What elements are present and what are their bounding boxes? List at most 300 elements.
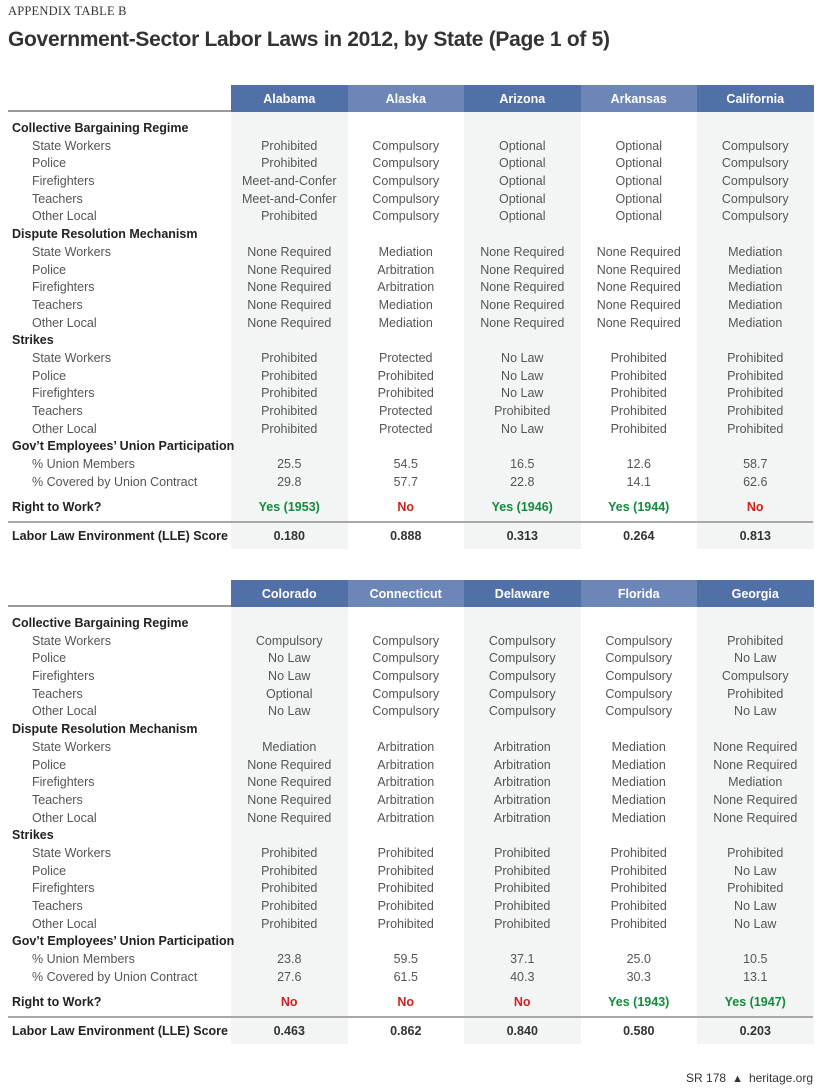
section-heading [8, 933, 813, 951]
table-cell: 59.5 [393, 952, 418, 967]
table-cell: Prohibited [610, 386, 667, 401]
row-label: Other Local [32, 209, 97, 224]
row-label: Other Local [32, 315, 97, 330]
table-cell: Prohibited [261, 368, 318, 383]
table-row [8, 916, 813, 934]
table-cell: Prohibited [610, 368, 667, 383]
table-cell: Prohibited [261, 421, 318, 436]
column-header-state: Georgia [697, 580, 814, 607]
table-cell: Prohibited [610, 845, 667, 860]
row-label: % Union Members [32, 952, 135, 967]
lle-score-row [8, 523, 813, 549]
table-cell: Compulsory [372, 191, 440, 206]
row-label: Firefighters [32, 174, 95, 189]
table-cell: 58.7 [743, 457, 768, 472]
section-label: Gov’t Employees’ Union Participation [12, 439, 235, 454]
liberty-bell-icon: ▲ [732, 1073, 743, 1085]
table-cell: No Law [734, 899, 777, 913]
table-row [8, 774, 813, 792]
section-heading [8, 438, 813, 456]
row-label: Labor Law Environment (LLE) Score [12, 1024, 228, 1039]
table-cell: No Law [268, 669, 311, 684]
table-cell: None Required [713, 792, 798, 807]
table-cell: Compulsory [721, 209, 789, 224]
table-cell: Protected [378, 350, 433, 365]
table-cell: Compulsory [488, 704, 556, 719]
table-row [8, 385, 813, 403]
lle-score: 0.840 [506, 1024, 538, 1039]
table-cell: 37.1 [510, 952, 535, 967]
table-cell: None Required [247, 792, 332, 807]
table-cell: 25.0 [626, 952, 651, 967]
section-heading [8, 615, 813, 633]
table-cell: Compulsory [372, 174, 440, 189]
row-label: Firefighters [32, 386, 95, 401]
table-cell: Compulsory [488, 651, 556, 666]
table-cell: None Required [247, 297, 332, 312]
row-label: Teachers [32, 792, 83, 807]
table-row [8, 792, 813, 810]
table-cell: Prohibited [610, 863, 667, 878]
table-cell: Arbitration [377, 262, 435, 277]
table-cell: Arbitration [377, 810, 435, 825]
table-cell: Prohibited [494, 881, 551, 896]
table-row [8, 650, 813, 668]
table-cell: Arbitration [377, 792, 435, 807]
table-cell: 25.5 [277, 457, 302, 472]
table-cell: None Required [480, 262, 565, 277]
section-label: Collective Bargaining Regime [12, 616, 189, 630]
table-cell: No Law [268, 651, 311, 666]
row-label: % Union Members [32, 457, 135, 472]
table-cell: Mediation [378, 315, 433, 330]
table-row [8, 739, 813, 757]
table-cell: 30.3 [626, 969, 651, 984]
lle-score: 0.862 [390, 1024, 422, 1039]
row-label: Police [32, 368, 67, 383]
row-label: Teachers [32, 686, 83, 701]
row-label: State Workers [32, 739, 111, 754]
table-cell: Compulsory [372, 651, 440, 666]
table-cell: Mediation [611, 757, 666, 772]
column-header-state: Alaska [348, 85, 465, 112]
table-cell: Arbitration [493, 739, 551, 754]
table-cell: 54.5 [393, 457, 418, 472]
table-cell: Prohibited [261, 350, 318, 365]
table-cell: Compulsory [372, 704, 440, 719]
table-cell: Mediation [728, 297, 783, 312]
table-cell: Prohibited [727, 881, 784, 896]
table-cell: Optional [615, 209, 663, 224]
table-cell: Prohibited [494, 863, 551, 878]
table-cell: Arbitration [493, 757, 551, 772]
table-cell: Compulsory [721, 138, 789, 153]
table-cell: Arbitration [377, 280, 435, 295]
table-cell: Mediation [378, 297, 433, 312]
row-label: Right to Work? [12, 995, 102, 1010]
table-cell: Optional [615, 156, 663, 171]
table-cell: None Required [480, 297, 565, 312]
table-cell: Compulsory [721, 156, 789, 171]
table-cell: Compulsory [488, 669, 556, 684]
table-cell: Prohibited [261, 156, 318, 171]
table-row [8, 244, 813, 262]
table-row [8, 138, 813, 156]
table-cell: Mediation [728, 262, 783, 277]
lle-score: 0.813 [739, 529, 771, 544]
rtw-status-badge: No [746, 500, 764, 515]
table-cell: Optional [498, 138, 546, 153]
table-cell: Prohibited [261, 881, 318, 896]
row-label: Labor Law Environment (LLE) Score [12, 529, 228, 544]
rtw-status-badge: Yes (1944) [608, 500, 670, 515]
table-cell: Mediation [728, 280, 783, 295]
table-cell: 57.7 [393, 474, 418, 489]
table-row [8, 951, 813, 969]
section-label: Gov’t Employees’ Union Participation [12, 934, 235, 949]
table-row [8, 173, 813, 191]
table-cell: Prohibited [377, 899, 434, 913]
table-row [8, 810, 813, 828]
table-row [8, 315, 813, 333]
table-cell: None Required [713, 757, 798, 772]
table-cell: Prohibited [494, 845, 551, 860]
table-row [8, 880, 813, 898]
table-cell: 16.5 [510, 457, 535, 472]
section-heading [8, 120, 813, 138]
row-label: Firefighters [32, 669, 95, 684]
column-header-state: Florida [581, 580, 698, 607]
lle-score: 0.888 [390, 529, 422, 544]
rtw-status-badge: Yes (1953) [258, 500, 320, 515]
lle-score: 0.264 [623, 529, 655, 544]
row-label: State Workers [32, 845, 111, 860]
table-cell: Compulsory [372, 686, 440, 701]
table-cell: Prohibited [377, 881, 434, 896]
lle-score: 0.313 [506, 529, 538, 544]
table-cell: Prohibited [610, 421, 667, 436]
rtw-status-badge: Yes (1947) [724, 995, 786, 1010]
rtw-status-badge: No [280, 995, 298, 1010]
table-row [8, 898, 813, 916]
table-cell: Prohibited [377, 368, 434, 383]
table-cell: Compulsory [605, 633, 673, 648]
table-row [8, 297, 813, 315]
table-cell: None Required [596, 315, 681, 330]
table-cell: 13.1 [743, 969, 768, 984]
table-cell: Prohibited [610, 916, 667, 931]
row-label: State Workers [32, 350, 111, 365]
table-cell: Mediation [611, 739, 666, 754]
table-cell: Optional [498, 156, 546, 171]
table-row [8, 668, 813, 686]
table-cell: Mediation [611, 792, 666, 807]
table-cell: 14.1 [626, 474, 651, 489]
table-cell: Prohibited [727, 633, 784, 648]
column-header-state: Delaware [464, 580, 581, 607]
table-cell: Prohibited [377, 386, 434, 401]
table-cell: Prohibited [261, 863, 318, 878]
table-body [8, 607, 813, 1044]
rtw-status-badge: No [397, 995, 415, 1010]
column-header-state: Colorado [231, 580, 348, 607]
row-label: Police [32, 651, 67, 666]
row-label: % Covered by Union Contract [32, 969, 198, 984]
table-cell: Prohibited [610, 899, 667, 913]
table-row [8, 208, 813, 226]
table-row [8, 155, 813, 173]
table-cell: Prohibited [727, 686, 784, 701]
row-label: State Workers [32, 633, 111, 648]
table-cell: Protected [378, 404, 433, 418]
table-cell: 10.5 [743, 952, 768, 967]
table-cell: Compulsory [255, 633, 323, 648]
row-label: Firefighters [32, 881, 95, 896]
table-cell: Arbitration [377, 739, 435, 754]
table-cell: 12.6 [626, 457, 651, 472]
section-label: Dispute Resolution Mechanism [12, 227, 198, 242]
table-cell: None Required [480, 280, 565, 295]
section-heading [8, 721, 813, 739]
table-cell: None Required [713, 810, 798, 825]
rtw-status-badge: No [397, 500, 415, 515]
table-cell: Compulsory [488, 686, 556, 701]
table-cell: Arbitration [377, 757, 435, 772]
table-cell: 27.6 [277, 969, 302, 984]
table-cell: No Law [268, 704, 311, 719]
table-cell: Prohibited [727, 368, 784, 383]
report-id: SR 178 [686, 1071, 727, 1085]
table-cell: Prohibited [494, 899, 551, 913]
table-row [8, 969, 813, 987]
table-cell: None Required [247, 810, 332, 825]
table-cell: Mediation [728, 315, 783, 330]
table-cell: None Required [480, 315, 565, 330]
table-cell: Optional [265, 686, 313, 701]
table-cell: Compulsory [605, 669, 673, 684]
section-heading [8, 226, 813, 244]
footer [686, 1071, 813, 1085]
column-header-state: Alabama [231, 85, 348, 112]
row-label: Police [32, 262, 67, 277]
table-row [8, 403, 813, 421]
section-label: Strikes [12, 333, 54, 348]
table-cell: Compulsory [372, 138, 440, 153]
right-to-work-row [8, 992, 813, 1012]
table-row [8, 421, 813, 439]
table-cell: Compulsory [721, 174, 789, 189]
table-cell: Prohibited [377, 845, 434, 860]
row-label: State Workers [32, 138, 111, 153]
table-row [8, 757, 813, 775]
table-cell: None Required [480, 244, 565, 259]
right-to-work-row [8, 497, 813, 517]
table-cell: Optional [615, 191, 663, 206]
table-header [8, 580, 813, 607]
table-row [8, 191, 813, 209]
table-cell: Prohibited [610, 350, 667, 365]
table-cell: Mediation [611, 775, 666, 790]
table-cell: Compulsory [605, 651, 673, 666]
table-cell: Mediation [728, 244, 783, 259]
table-cell: Prohibited [610, 881, 667, 896]
row-label: Police [32, 863, 67, 878]
column-header-state: Arizona [464, 85, 581, 112]
table-cell: Prohibited [727, 386, 784, 401]
table-cell: No Law [734, 863, 777, 878]
table-cell: Prohibited [494, 404, 551, 418]
table-cell: Optional [498, 209, 546, 224]
table-cell: Prohibited [261, 386, 318, 401]
table-cell: No Law [501, 421, 544, 436]
table-cell: Prohibited [261, 845, 318, 860]
table-row [8, 633, 813, 651]
row-label: Police [32, 156, 67, 171]
table-row [8, 474, 813, 492]
row-label: Right to Work? [12, 500, 102, 515]
table-cell: Prohibited [727, 404, 784, 418]
table-cell: Optional [615, 174, 663, 189]
table-cell: None Required [596, 262, 681, 277]
rtw-status-badge: Yes (1946) [491, 500, 553, 515]
table-cell: No Law [501, 350, 544, 365]
section-label: Strikes [12, 828, 54, 843]
lle-score: 0.463 [273, 1024, 305, 1039]
row-label: Teachers [32, 191, 83, 206]
table-cell: Compulsory [605, 686, 673, 701]
table-cell: Compulsory [721, 669, 789, 684]
table-cell: Prohibited [261, 209, 318, 224]
column-header-state: Connecticut [348, 580, 465, 607]
table-cell: 23.8 [277, 952, 302, 967]
table-cell: Compulsory [372, 669, 440, 684]
row-label: Teachers [32, 297, 83, 312]
table-cell: Arbitration [493, 775, 551, 790]
page-title: Government-Sector Labor Laws in 2012, by State (Page 1 of 5) [8, 28, 610, 51]
table-cell: Mediation [262, 739, 317, 754]
table-cell: Prohibited [727, 845, 784, 860]
row-label: Teachers [32, 404, 83, 418]
table-cell: No Law [734, 651, 777, 666]
table-row [8, 845, 813, 863]
row-label: Other Local [32, 421, 97, 436]
state-table-1 [8, 85, 813, 549]
table-cell: 40.3 [510, 969, 535, 984]
table-cell: Mediation [378, 244, 433, 259]
table-cell: Compulsory [605, 704, 673, 719]
table-cell: None Required [247, 757, 332, 772]
table-cell: Prohibited [261, 899, 318, 913]
table-cell: Compulsory [488, 633, 556, 648]
row-label: Other Local [32, 704, 97, 719]
lle-score-row [8, 1018, 813, 1044]
table-header [8, 85, 813, 112]
table-row [8, 368, 813, 386]
table-cell: Arbitration [493, 810, 551, 825]
table-cell: None Required [247, 244, 332, 259]
appendix-label: APPENDIX TABLE B [8, 4, 127, 18]
table-cell: None Required [713, 739, 798, 754]
section-heading [8, 332, 813, 350]
table-cell: Compulsory [372, 209, 440, 224]
table-cell: Mediation [728, 775, 783, 790]
table-cell: Prohibited [727, 421, 784, 436]
row-label: Firefighters [32, 280, 95, 295]
table-row [8, 279, 813, 297]
row-label: Other Local [32, 810, 97, 825]
table-cell: 22.8 [510, 474, 535, 489]
row-label: State Workers [32, 244, 111, 259]
table-cell: None Required [247, 262, 332, 277]
table-cell: None Required [247, 315, 332, 330]
table-cell: 62.6 [743, 474, 768, 489]
rtw-status-badge: No [513, 995, 531, 1010]
table-cell: None Required [247, 775, 332, 790]
table-row [8, 456, 813, 474]
table-cell: Optional [498, 191, 546, 206]
table-cell: Arbitration [377, 775, 435, 790]
table-cell: Arbitration [493, 792, 551, 807]
section-heading [8, 827, 813, 845]
row-label: Other Local [32, 916, 97, 931]
table-cell: Prohibited [377, 863, 434, 878]
lle-score: 0.203 [739, 1024, 771, 1039]
row-label: Firefighters [32, 775, 95, 790]
table-row [8, 863, 813, 881]
column-header-state: California [697, 85, 814, 112]
lle-score: 0.180 [273, 529, 305, 544]
table-cell: No Law [501, 386, 544, 401]
table-row [8, 686, 813, 704]
table-row [8, 703, 813, 721]
table-cell: Optional [615, 138, 663, 153]
table-row [8, 350, 813, 368]
site-link[interactable]: heritage.org [748, 1071, 813, 1085]
table-cell: Optional [498, 174, 546, 189]
table-cell: No Law [501, 368, 544, 383]
section-label: Collective Bargaining Regime [12, 121, 189, 135]
table-cell: None Required [247, 280, 332, 295]
table-cell: Protected [378, 421, 433, 436]
table-cell: None Required [596, 280, 681, 295]
row-label: Police [32, 757, 67, 772]
table-cell: Meet-and-Confer [242, 191, 337, 206]
table-cell: Prohibited [610, 404, 667, 418]
table-cell: No Law [734, 704, 777, 719]
state-table-2 [8, 580, 813, 1044]
table-body [8, 112, 813, 549]
table-cell: 29.8 [277, 474, 302, 489]
table-cell: Prohibited [261, 916, 318, 931]
table-cell: None Required [596, 297, 681, 312]
table-cell: None Required [596, 244, 681, 259]
table-cell: 61.5 [393, 969, 418, 984]
row-label: % Covered by Union Contract [32, 474, 198, 489]
table-cell: No Law [734, 916, 777, 931]
row-label: Teachers [32, 899, 83, 913]
table-cell: Meet-and-Confer [242, 174, 337, 189]
table-cell: Compulsory [372, 156, 440, 171]
table-cell: Compulsory [372, 633, 440, 648]
table-cell: Mediation [611, 810, 666, 825]
table-cell: Prohibited [261, 404, 318, 418]
column-header-state: Arkansas [581, 85, 698, 112]
table-cell: Prohibited [727, 350, 784, 365]
table-cell: Prohibited [377, 916, 434, 931]
table-row [8, 262, 813, 280]
lle-score: 0.580 [623, 1024, 655, 1039]
rtw-status-badge: Yes (1943) [608, 995, 670, 1010]
